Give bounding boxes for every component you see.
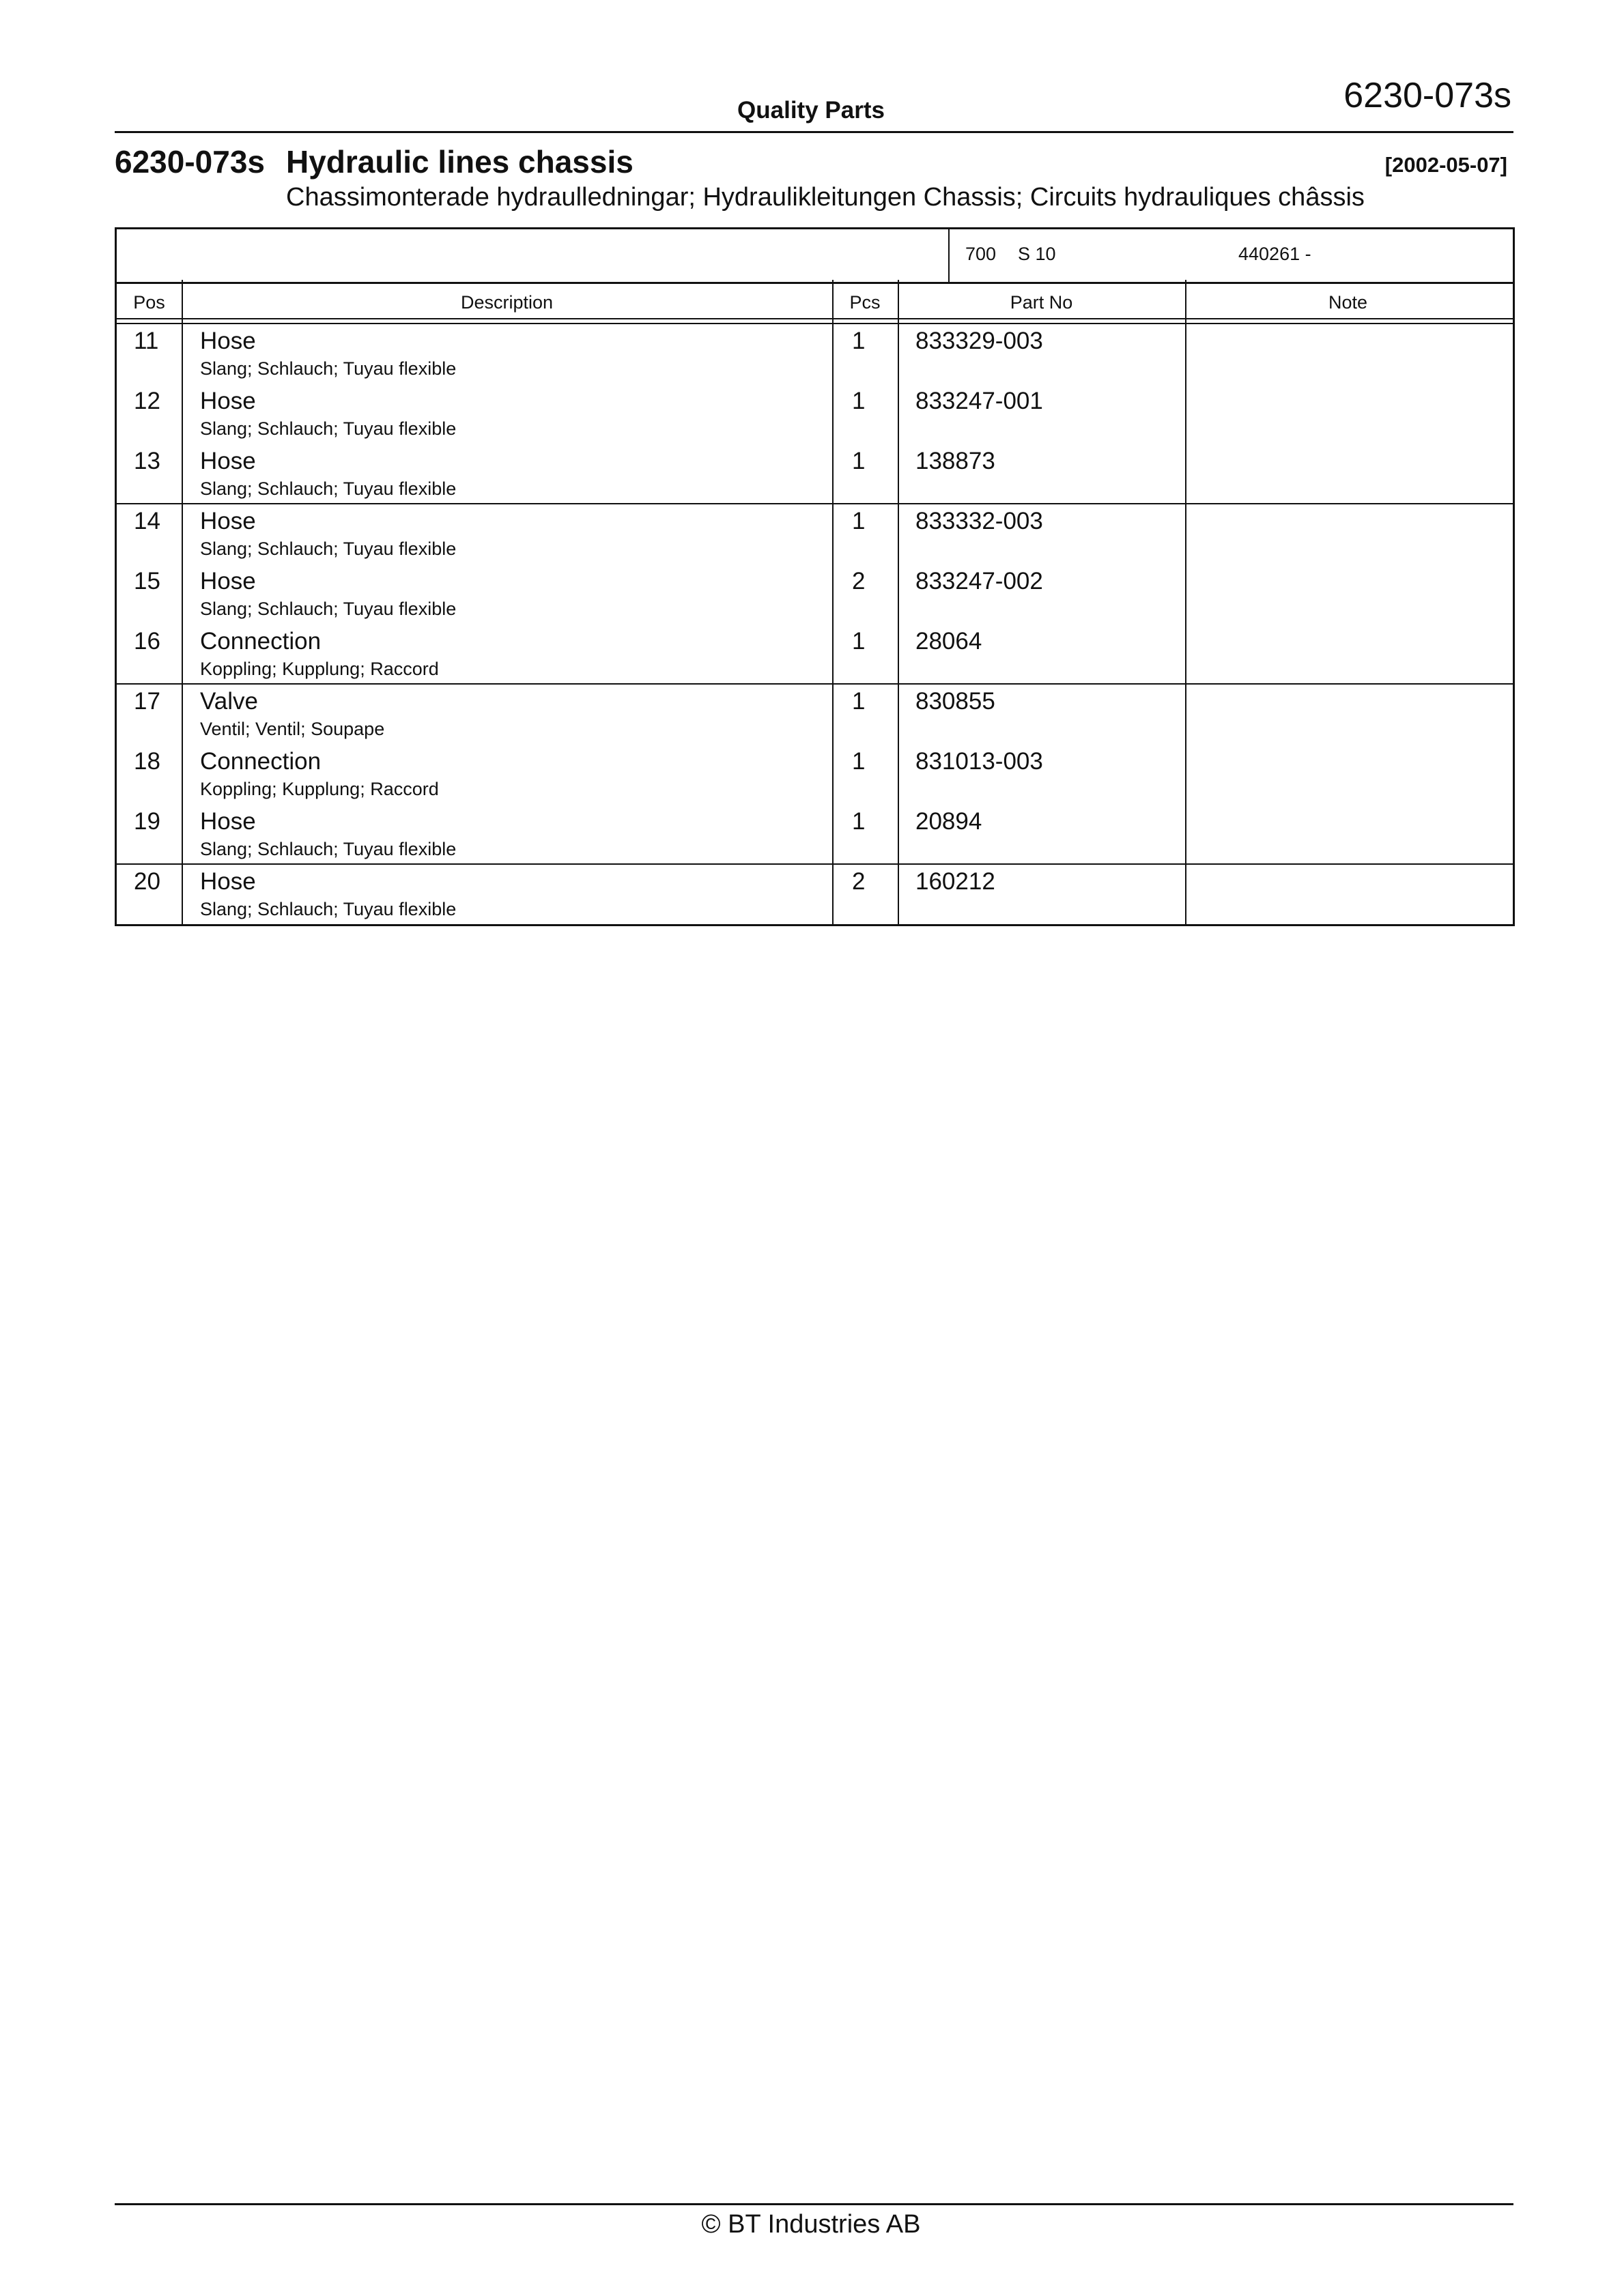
header-page-code: 6230-073s xyxy=(1343,76,1511,115)
row-part-no: 28064 xyxy=(915,628,982,655)
row-part-no: 831013-003 xyxy=(915,748,1043,775)
row-pcs: 1 xyxy=(852,808,866,835)
header-rule xyxy=(115,131,1513,133)
page-title: Hydraulic lines chassis xyxy=(286,144,634,180)
column-header-part-no: Part No xyxy=(1010,292,1073,313)
row-part-no: 833332-003 xyxy=(915,508,1043,534)
row-translation: Slang; Schlauch; Tuyau flexible xyxy=(200,418,457,439)
footer-copyright: © BT Industries AB xyxy=(701,2210,921,2239)
table-row xyxy=(117,808,1513,868)
row-pcs: 1 xyxy=(852,328,866,354)
row-part-no: 138873 xyxy=(915,448,995,474)
row-description: Hose xyxy=(200,388,256,414)
row-pos: 16 xyxy=(134,628,160,655)
row-part-no: 833329-003 xyxy=(915,328,1043,354)
row-part-no: 160212 xyxy=(915,868,995,895)
header-line xyxy=(117,323,1513,324)
row-description: Connection xyxy=(200,748,322,775)
serial-series: S 10 xyxy=(1018,244,1056,264)
row-pos: 14 xyxy=(134,508,160,534)
row-description: Hose xyxy=(200,808,256,835)
row-translation: Slang; Schlauch; Tuyau flexible xyxy=(200,478,457,499)
row-pos: 18 xyxy=(134,748,160,775)
table-row xyxy=(117,628,1513,688)
row-pcs: 1 xyxy=(852,628,866,655)
row-description: Valve xyxy=(200,688,258,715)
row-part-no: 833247-002 xyxy=(915,568,1043,594)
row-pos: 13 xyxy=(134,448,160,474)
row-pcs: 1 xyxy=(852,448,866,474)
title-date: [2002-05-07] xyxy=(1384,153,1507,177)
row-pcs: 1 xyxy=(852,388,866,414)
serial-range: 440261 - xyxy=(1238,244,1311,264)
row-description: Hose xyxy=(200,328,256,354)
table-row xyxy=(117,448,1513,508)
row-translation: Koppling; Kupplung; Raccord xyxy=(200,659,439,679)
row-pos: 19 xyxy=(134,808,160,835)
row-part-no: 830855 xyxy=(915,688,995,715)
row-pcs: 1 xyxy=(852,508,866,534)
column-header-pcs: Pcs xyxy=(849,292,881,313)
row-translation: Slang; Schlauch; Tuyau flexible xyxy=(200,539,457,559)
row-description: Hose xyxy=(200,448,256,474)
row-description: Hose xyxy=(200,508,256,534)
row-pos: 11 xyxy=(134,328,159,354)
row-translation: Ventil; Ventil; Soupape xyxy=(200,719,385,739)
row-description: Hose xyxy=(200,868,256,895)
table-row xyxy=(117,508,1513,568)
row-translation: Koppling; Kupplung; Raccord xyxy=(200,779,439,799)
serial-model: 700 xyxy=(965,244,997,264)
row-pos: 15 xyxy=(134,568,160,594)
footer-rule xyxy=(115,2203,1513,2205)
row-pcs: 1 xyxy=(852,688,866,715)
row-pcs: 2 xyxy=(852,868,866,895)
header-line xyxy=(117,318,1513,319)
row-part-no: 20894 xyxy=(915,808,982,835)
column-header-pos: Pos xyxy=(133,292,165,313)
table-row xyxy=(117,868,1513,928)
column-header-description: Description xyxy=(460,292,554,313)
row-pos: 12 xyxy=(134,388,160,414)
row-translation: Slang; Schlauch; Tuyau flexible xyxy=(200,358,457,379)
title-code: 6230-073s xyxy=(115,144,265,180)
row-part-no: 833247-001 xyxy=(915,388,1043,414)
row-pcs: 1 xyxy=(852,748,866,775)
table-row xyxy=(117,688,1513,748)
serial-divider xyxy=(948,229,950,282)
serial-box xyxy=(115,227,1515,284)
parts-table xyxy=(115,280,1515,926)
row-translation: Slang; Schlauch; Tuyau flexible xyxy=(200,599,457,619)
row-pcs: 2 xyxy=(852,568,866,594)
column-header-note: Note xyxy=(1328,292,1368,313)
row-translation: Slang; Schlauch; Tuyau flexible xyxy=(200,839,457,859)
row-pos: 17 xyxy=(134,688,160,715)
header-quality-parts: Quality Parts xyxy=(737,97,885,124)
row-pos: 20 xyxy=(134,868,160,895)
row-description: Connection xyxy=(200,628,322,655)
table-row xyxy=(117,328,1513,388)
table-row xyxy=(117,748,1513,808)
title-translations: Chassimonterade hydraulledningar; Hydraulikleitungen Chassis; Circuits hydrauliques châssis xyxy=(286,183,1365,212)
row-description: Hose xyxy=(200,568,256,594)
row-translation: Slang; Schlauch; Tuyau flexible xyxy=(200,899,457,919)
table-row xyxy=(117,388,1513,448)
table-row xyxy=(117,568,1513,628)
